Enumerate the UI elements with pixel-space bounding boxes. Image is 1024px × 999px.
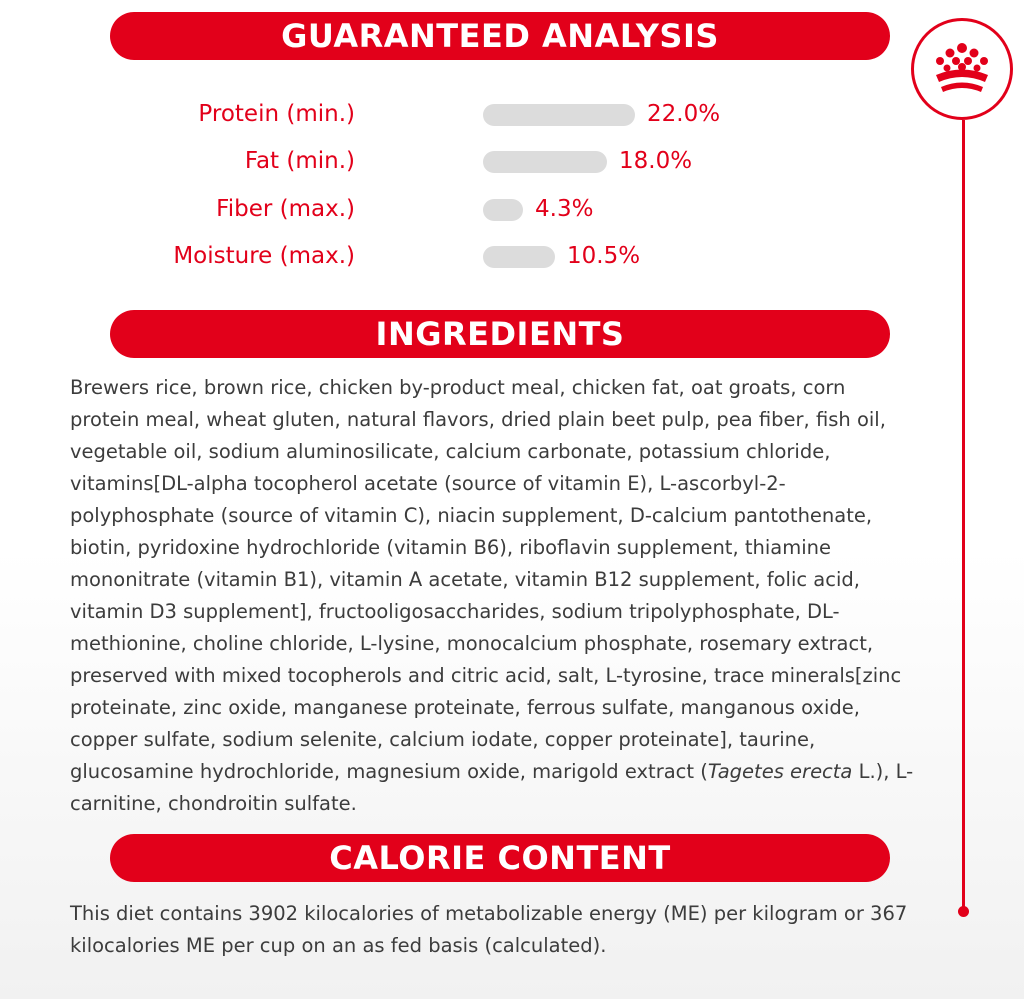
calorie-content-text: This diet contains 3902 kilocalories of metabolizable energy (ME) per kilogram or 367 kilocalories ME per cup on an as fed basis (calculated). xyxy=(70,902,908,957)
calorie-content-title: CALORIE CONTENT xyxy=(329,839,671,877)
analysis-bar xyxy=(483,199,523,221)
decorative-line-end-dot xyxy=(958,906,969,917)
ingredients-banner xyxy=(110,310,890,358)
analysis-value: 18.0% xyxy=(619,148,693,174)
guaranteed-analysis-title: GUARANTEED ANALYSIS xyxy=(281,17,719,55)
calorie-content-banner xyxy=(110,834,890,882)
analysis-row-fat xyxy=(0,141,900,181)
ingredients-text-main: Brewers rice, brown rice, chicken by-product meal, chicken fat, oat groats, corn protein meal, wheat gluten, natural flavors, dried plain beet pulp, pea fiber, fish oil, vegetable oil, sodium aluminosilicate, calcium carbonate, potassium chloride, vitamins[DL-alpha tocopherol acetate (source of vitamin E), L-ascorbyl-2-polyphosphate (source of vitamin C), niacin supplement, D-calcium pantothenate, biotin, pyridoxine hydrochloride (vitamin B6), riboflavin supplement, thiamine mononitrate (vitamin B1), vitamin A acetate, vitamin B12 supplement, folic acid, vitamin D3 supplement], fructooligosaccharides, sodium tripolyphosphate, DL-methionine, choline chloride, L-lysine, monocalcium phosphate, rosemary extract, preserved with mixed tocopherols and citric acid, salt, L-tyrosine, trace minerals[zinc proteinate, zinc oxide, manganese proteinate, ferrous sulfate, manganous oxide, copper sulfate, sodium selenite, calcium iodate, copper proteinate], taurine, glucosamine hydrochloride, magnesium oxide, marigold extract ( xyxy=(70,376,902,783)
analysis-bar xyxy=(483,246,555,268)
guaranteed-analysis-banner xyxy=(110,12,890,60)
analysis-label: Moisture (max.) xyxy=(173,243,355,269)
analysis-value: 10.5% xyxy=(567,243,641,269)
decorative-vertical-line xyxy=(962,120,965,910)
ingredients-title: INGREDIENTS xyxy=(375,315,625,353)
analysis-label: Fiber (max.) xyxy=(216,196,355,222)
analysis-label: Fat (min.) xyxy=(244,148,355,174)
analysis-bar xyxy=(483,151,607,173)
analysis-row-protein xyxy=(0,94,900,134)
analysis-row-moisture xyxy=(0,236,900,276)
crown-icon xyxy=(931,42,993,98)
analysis-row-fiber xyxy=(0,189,900,229)
brand-logo-circle xyxy=(911,18,1013,120)
analysis-value: 22.0% xyxy=(647,101,721,127)
analysis-value: 4.3% xyxy=(535,196,594,222)
ingredients-text-italic: Tagetes erecta xyxy=(707,760,853,783)
analysis-label: Protein (min.) xyxy=(198,101,355,127)
ingredients-text-end: L.), L-carnitine, chondroitin sulfate. xyxy=(70,760,914,815)
analysis-bar xyxy=(483,104,635,126)
ingredients-list xyxy=(70,372,920,820)
